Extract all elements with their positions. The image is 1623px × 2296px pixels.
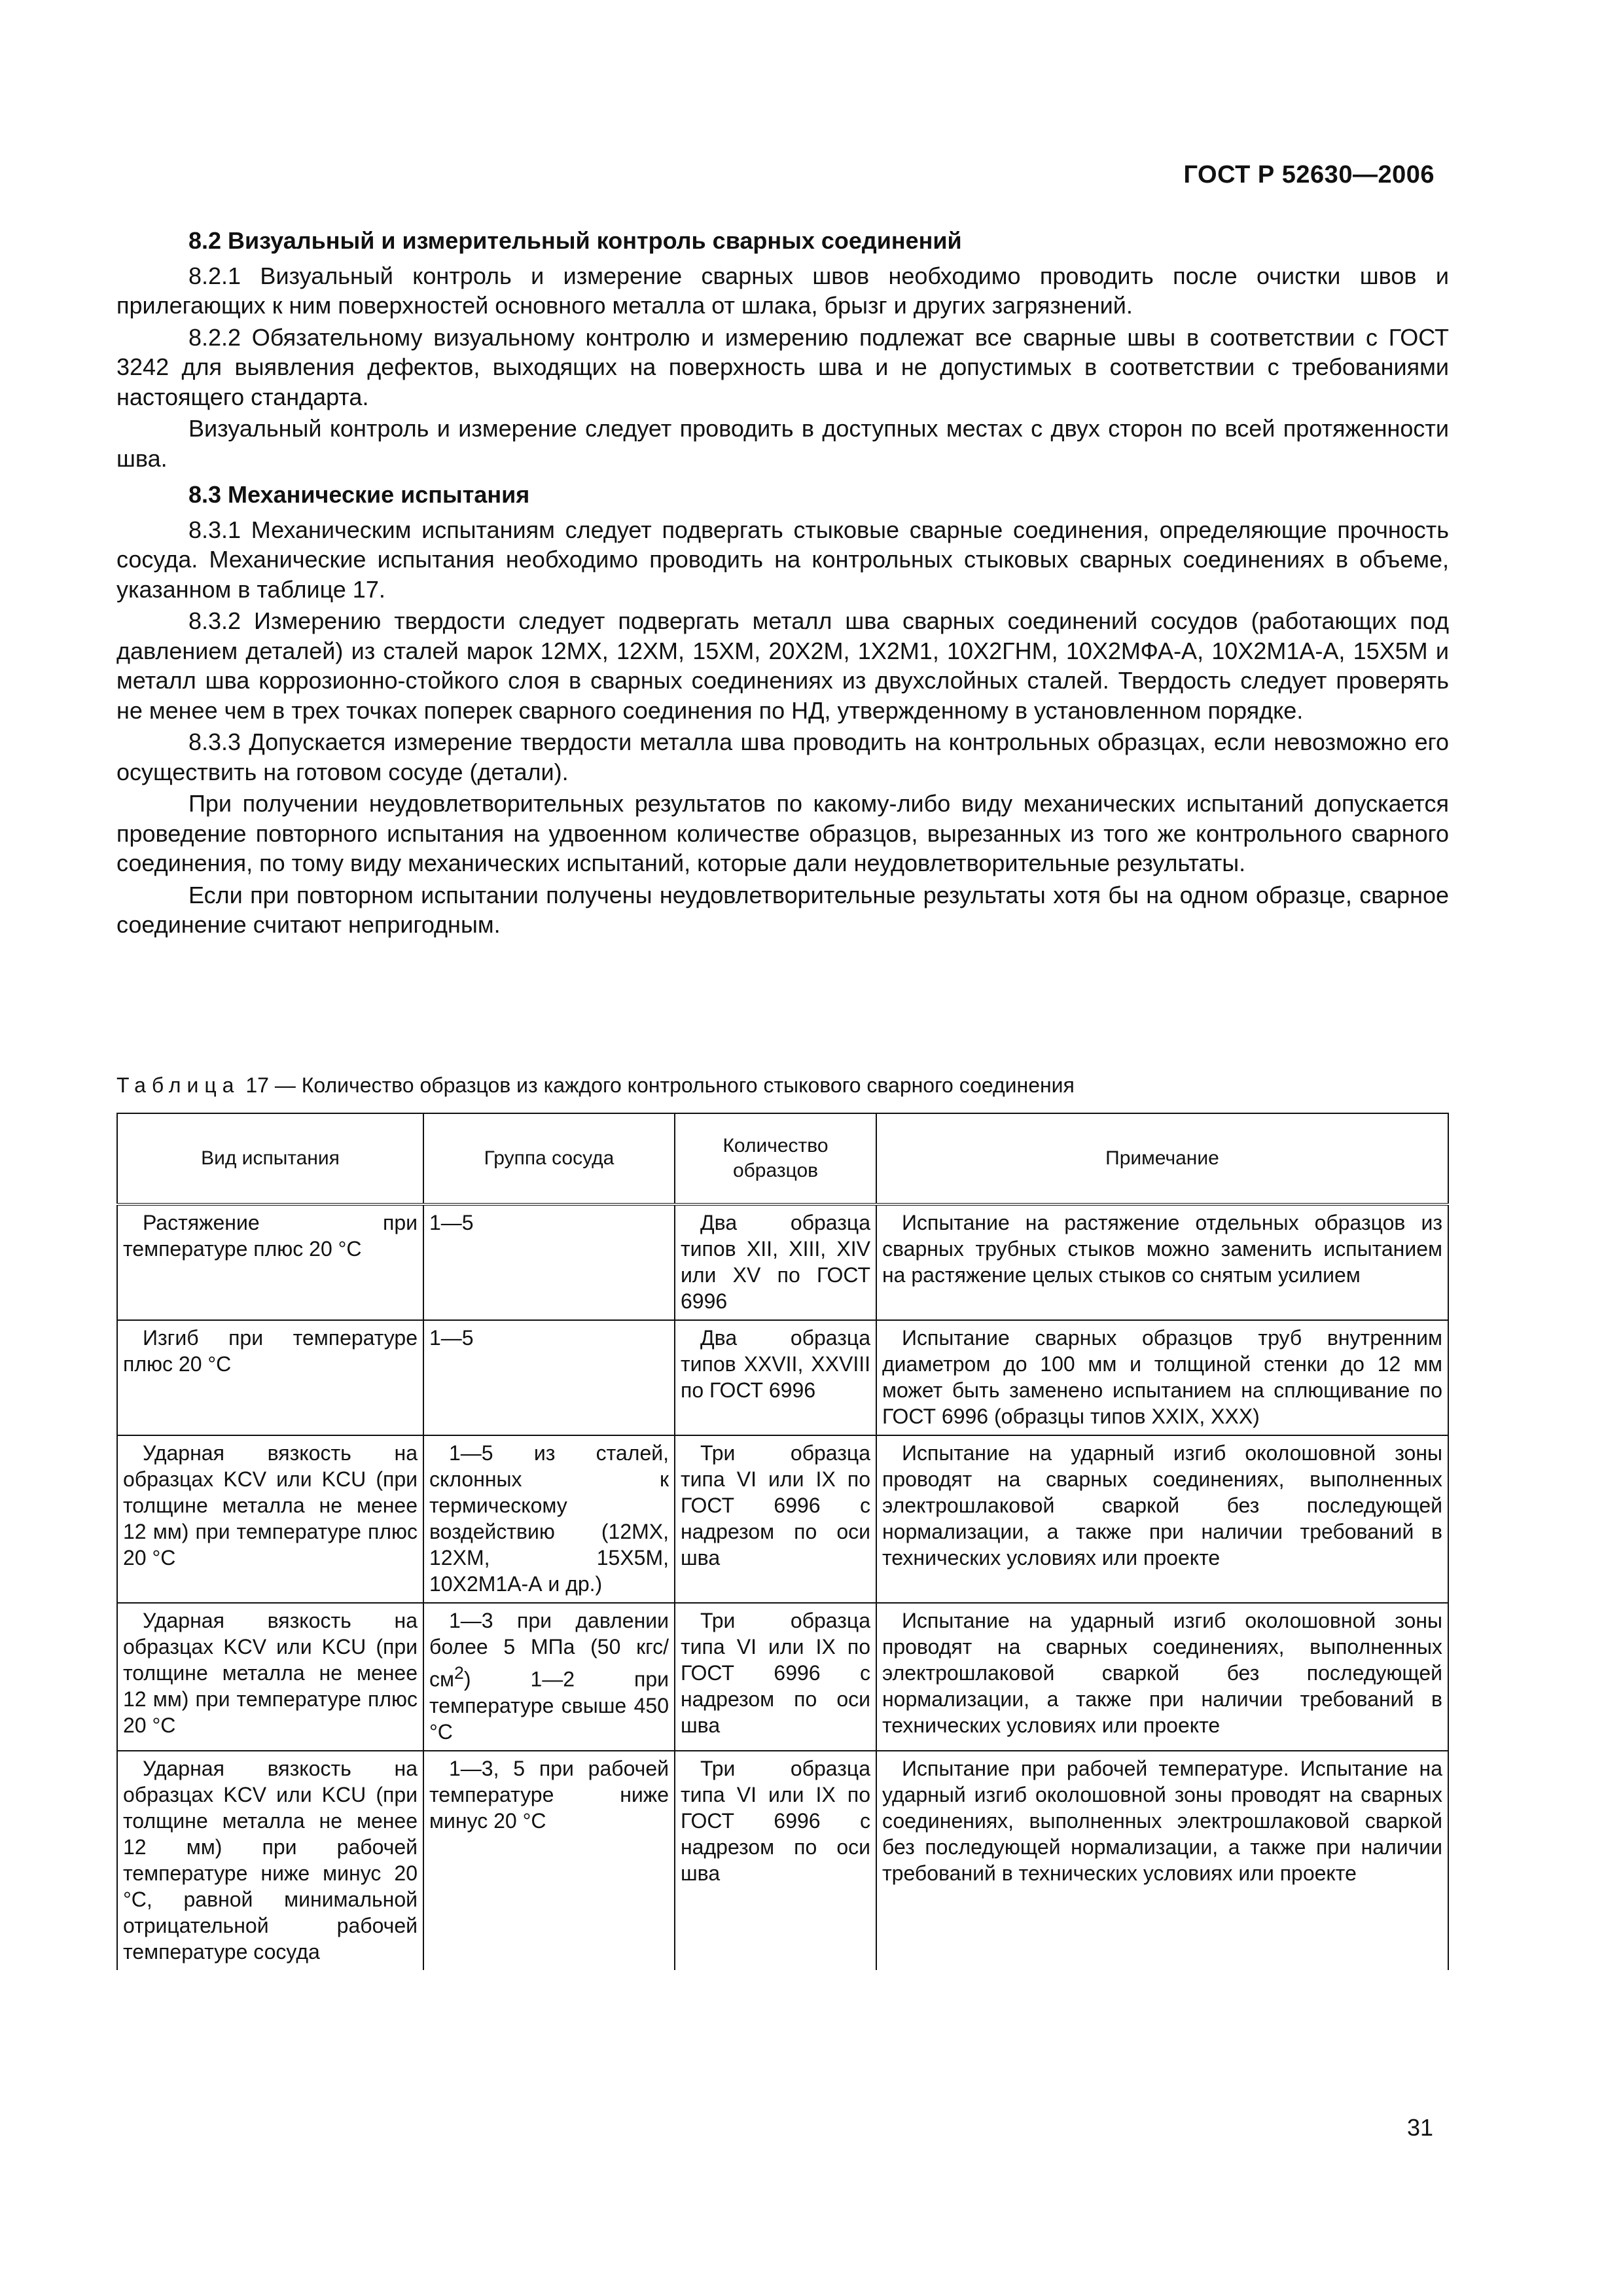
cell-test-type: Ударная вязкость на образцах KCV или KCU (при толщине металла не менее 12 мм) при рабочей температуре ниже минус 20 °С, равной минимальной отрицательной рабочей температуре сосуда bbox=[117, 1751, 423, 1970]
page-number: 31 bbox=[1406, 2114, 1433, 2141]
paragraph-8-3-3: 8.3.3 Допускается измерение твердости металла шва проводить на контрольных образцах, если невозможно его осуществить на готовом сосуде (детали). bbox=[116, 728, 1449, 785]
cell-vessel-group: 1—5 из сталей, склонных к термическому воздействию (12МХ, 12ХМ, 15Х5М, 10Х2М1А-А и др.) bbox=[423, 1435, 675, 1603]
group-pressure-text: 1—3 при давлении более 5 МПа (50 кгс/см bbox=[429, 1609, 669, 1691]
cell-note: Испытание на ударный изгиб околошовной зоны проводят на сварных соединениях, выполненных электрошлаковой сваркой без последующей нормализации, а также при наличии требований в технических условиях или проекте bbox=[876, 1435, 1448, 1603]
column-header-sample-count: Количество образцов bbox=[675, 1113, 876, 1204]
cell-vessel-group: 1—3, 5 при рабочей температуре ниже минус 20 °С bbox=[423, 1751, 675, 1970]
paragraph-8-3-2: 8.3.2 Измерению твердости следует подвергать металл шва сварных соединений сосудов (работающих под давлением деталей) из сталей марок 12МХ, 12ХМ, 15ХМ, 20Х2М, 1Х2М1, 10Х2ГНМ, 10Х2МФА-А, 10Х2М1А-А, 15Х5М и металл шва коррозионно-стойкого слоя в сварных соединениях из двухслойных сталей. Твердость следует проверять не менее чем в трех точках поперек сварного соединения по НД, утвержденному в установленном порядке. bbox=[116, 607, 1449, 724]
cell-vessel-group: 1—5 bbox=[423, 1320, 675, 1435]
cell-sample-count: Три образца типа VI или IX по ГОСТ 6996 с надрезом по оси шва bbox=[675, 1435, 876, 1603]
group-temperature-text: ) 1—2 при температуре свыше 450 °С bbox=[429, 1667, 669, 1744]
cell-sample-count: Два образца типов XII, XIII, XIV или XV по ГОСТ 6996 bbox=[675, 1204, 876, 1320]
cell-vessel-group bbox=[423, 1603, 675, 1751]
table-caption bbox=[116, 1073, 1075, 1098]
cell-note: Испытание на растяжение отдельных образцов из сварных трубных стыков можно заменить испытанием на растяжение целых стыков со снятым усилием bbox=[876, 1204, 1448, 1320]
paragraph-8-3-1: 8.3.1 Механическим испытаниям следует подвергать стыковые сварные соединения, определяющие прочность сосуда. Механические испытания необходимо проводить на контрольных стыковых сварных соединениях в объеме, указанном в таблице 17. bbox=[116, 516, 1449, 603]
section-8-2-title: 8.2 Визуальный и измерительный контроль сварных соединений bbox=[188, 227, 962, 254]
table-row bbox=[117, 1751, 1448, 1970]
table-row bbox=[117, 1204, 1448, 1320]
cell-note: Испытание при рабочей температуре. Испытание на ударный изгиб околошовной зоны проводят на сварных соединениях, выполненных электрошлаковой сваркой без последующей нормализации, а также при наличии требований в технических условиях или проекте bbox=[876, 1751, 1448, 1970]
table-row bbox=[117, 1435, 1448, 1603]
document-header: ГОСТ Р 52630—2006 bbox=[1183, 161, 1435, 188]
table-row bbox=[117, 1603, 1448, 1751]
superscript-two: 2 bbox=[454, 1663, 464, 1683]
column-header-test-type: Вид испытания bbox=[117, 1113, 423, 1204]
cell-sample-count: Три образца типа VI или IX по ГОСТ 6996 с надрезом по оси шва bbox=[675, 1751, 876, 1970]
table-caption-text: 17 — Количество образцов из каждого контрольного стыкового сварного соединения bbox=[245, 1073, 1075, 1097]
table-row bbox=[117, 1320, 1448, 1435]
cell-test-type: Ударная вязкость на образцах KCV или KCU (при толщине металла не менее 12 мм) при температуре плюс 20 °С bbox=[117, 1603, 423, 1751]
paragraph-8-2-1: 8.2.1 Визуальный контроль и измерение сварных швов необходимо проводить после очистки швов и прилегающих к ним поверхностей основного металла от шлака, брызг и других загрязнений. bbox=[116, 262, 1449, 319]
cell-note: Испытание сварных образцов труб внутренним диаметром до 100 мм и толщиной стенки до 12 мм может быть заменено испытанием на сплющивание по ГОСТ 6996 (образцы типов XXIX, XXX) bbox=[876, 1320, 1448, 1435]
column-header-vessel-group: Группа сосуда bbox=[423, 1113, 675, 1204]
paragraph-retest: При получении неудовлетворительных результатов по какому-либо виду механических испытаний допускается проведение повторного испытания на удвоенном количестве образцов, вырезанных из того же контрольного сварного соединения, по тому виду механических испытаний, которые дали неудовлетворительные результаты. bbox=[116, 790, 1449, 876]
section-8-3-title: 8.3 Механические испытания bbox=[188, 481, 530, 508]
document-body bbox=[116, 226, 1449, 942]
cell-vessel-group: 1—5 bbox=[423, 1204, 675, 1320]
paragraph-unfit: Если при повторном испытании получены неудовлетворительные результаты хотя бы на одном образце, сварное соединение считают непригодным. bbox=[116, 881, 1449, 938]
paragraph-8-2-2-continued: Визуальный контроль и измерение следует проводить в доступных местах с двух сторон по всей протяженности шва. bbox=[116, 415, 1449, 472]
paragraph-8-2-2: 8.2.2 Обязательному визуальному контролю и измерению подлежат все сварные швы в соответствии с ГОСТ 3242 для выявления дефектов, выходящих на поверхность шва и не допустимых в соответствии с требованиями настоящего стандарта. bbox=[116, 323, 1449, 410]
cell-sample-count: Три образца типа VI или IX по ГОСТ 6996 с надрезом по оси шва bbox=[675, 1603, 876, 1751]
cell-test-type: Изгиб при температуре плюс 20 °С bbox=[117, 1320, 423, 1435]
cell-note: Испытание на ударный изгиб околошовной зоны проводят на сварных соединениях, выполненных электрошлаковой сваркой без последующей нормализации, а также при наличии требований в технических условиях или проекте bbox=[876, 1603, 1448, 1751]
table-caption-label: Таблица bbox=[116, 1073, 240, 1097]
cell-sample-count: Два образца типов XXVII, XXVIII по ГОСТ 6996 bbox=[675, 1320, 876, 1435]
cell-test-type: Ударная вязкость на образцах KCV или KCU (при толщине металла не менее 12 мм) при температуре плюс 20 °С bbox=[117, 1435, 423, 1603]
table-header-row bbox=[117, 1113, 1448, 1204]
cell-test-type: Растяжение при температуре плюс 20 °С bbox=[117, 1204, 423, 1320]
samples-table bbox=[116, 1113, 1449, 1970]
column-header-note: Примечание bbox=[876, 1113, 1448, 1204]
